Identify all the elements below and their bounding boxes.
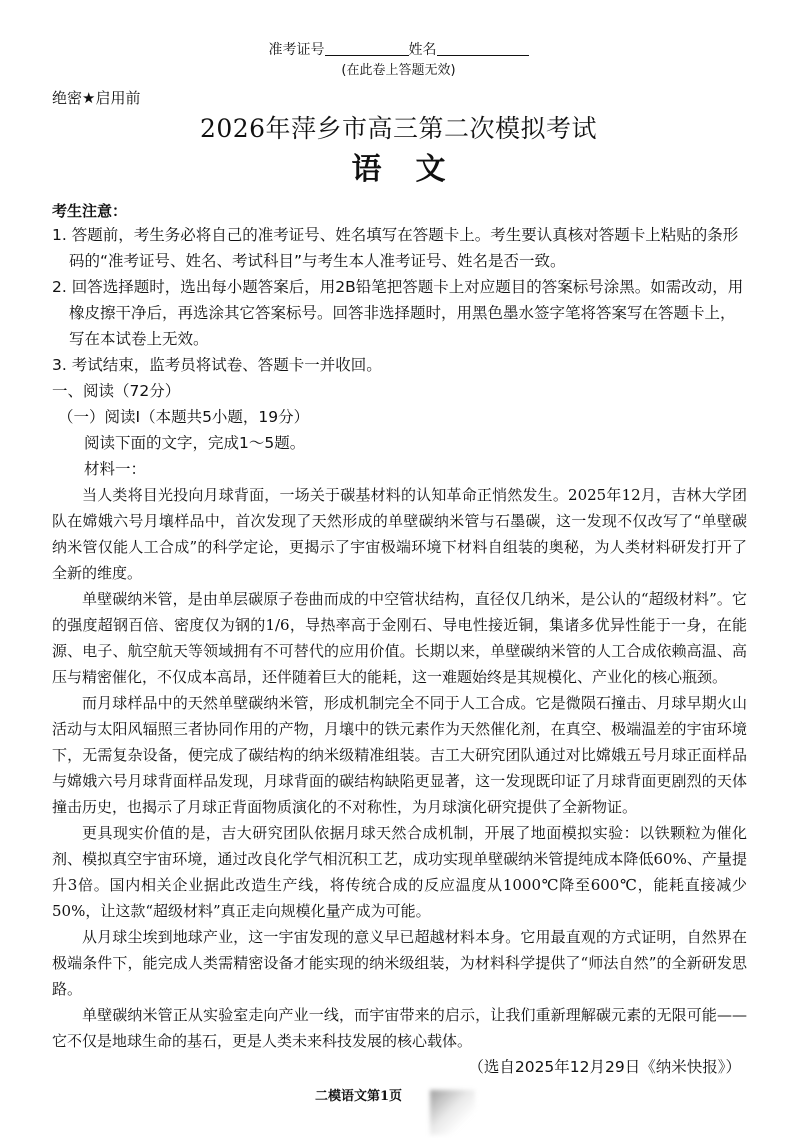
passage-paragraph: 从月球尘埃到地球产业，这一宇宙发现的意义早已超越材料本身。它用最直观的方式证明，自然界在极端条件下，能完成人类需精密设备才能实现的纳米级组装，为材料科学提供了“师法自然”的全新研发思路。	[52, 928, 747, 998]
invalid-note: (在此卷上答题无效)	[341, 63, 456, 78]
exam-id-blank[interactable]	[325, 41, 409, 56]
subject-title: 语文	[351, 152, 480, 187]
passage-paragraph: 单壁碳纳米管，是由单层碳原子卷曲而成的中空管状结构，直径仅几纳米，是公认的“超级材料”。它的强度超钢百倍、密度仅为钢的1/6，导热率高于金刚石、导电性接近铜，集诸多优异性能于一身，在能源、电子、航空航天等领域拥有不可替代的应用价值。长期以来，单壁碳纳米管的人工合成依赖高温、高压与精密催化，不仅成本高昂，还伴随着巨大的能耗，这一难题始终是其规模化、产业化的核心瓶颈。	[52, 590, 747, 686]
section-heading: 一、阅读（72分）	[52, 382, 181, 400]
note-item: 3. 考试结束，监考员将试卷、答题卡一并收回。	[52, 356, 382, 374]
secret-label: 绝密★启用前	[52, 89, 141, 107]
section-instruction: 阅读下面的文字，完成1～5题。	[84, 434, 306, 452]
candidate-info-line	[0, 40, 797, 60]
exam-title: 2026年萍乡市高三第二次模拟考试	[199, 114, 598, 143]
section-subheading: （一）阅读Ⅰ（本题共5小题，19分）	[58, 408, 310, 426]
page-footer: 二模语文第1页	[315, 1089, 403, 1104]
exam-id-label: 准考证号	[268, 42, 325, 58]
passage-paragraph: 更具现实价值的是，吉大研究团队依据月球天然合成机制，开展了地面模拟实验：以铁颗粒为催化剂、模拟真空宇宙环境，通过改良化学气相沉积工艺，成功实现单壁碳纳米管提纯成本降低60%、产量提升3倍。国内相关企业据此改造生产线，将传统合成的反应温度从1000℃降至600℃，能耗直接减少50%，让这款“超级材料”真正走向规模化量产成为可能。	[52, 824, 747, 920]
note-item: 2. 回答选择题时，选出每小题答案后，用2B铅笔把答题卡上对应题目的答案标号涂黑。如需改动，用橡皮擦干净后，再选涂其它答案标号。回答非选择题时，用黑色墨水签字笔将答案写在答题卡上，写在本试卷上无效。	[52, 278, 744, 348]
passage-paragraph: 而月球样品中的天然单壁碳纳米管，形成机制完全不同于人工合成。它是微陨石撞击、月球早期火山活动与太阳风辐照三者协同作用的产物，月壤中的铁元素作为天然催化剂，在真空、极端温差的宇宙环境下，无需复杂设备，便完成了碳结构的纳米级精准组装。吉工大研究团队通过对比嫦娥五号月球正面样品与嫦娥六号月球背面样品发现，月球背面的碳结构缺陷更显著，这一发现既印证了月球背面更剧烈的天体撞击历史，也揭示了月球正背面物质演化的不对称性，为月球演化研究提供了全新物证。	[52, 694, 747, 816]
name-blank[interactable]	[437, 41, 529, 56]
passage-paragraph: 当人类将目光投向月球背面，一场关于碳基材料的认知革命正悄然发生。2025年12月，吉林大学团队在嫦娥六号月壤样品中，首次发现了天然形成的单壁碳纳米管与石墨碳，这一发现不仅改写了“单壁碳纳米管仅能人工合成”的科学定论，更揭示了宇宙极端环境下材料自组装的奥秘，为人类材料研发打开了全新的维度。	[52, 486, 747, 582]
passage-paragraph: 单壁碳纳米管正从实验室走向产业一线，而宇宙带来的启示，让我们重新理解碳元素的无限可能——它不仅是地球生命的基石，更是人类未来科技发展的核心载体。	[52, 1006, 747, 1050]
material-label: 材料一：	[84, 460, 147, 478]
footer-row	[0, 1088, 797, 1138]
name-label: 姓名	[408, 42, 437, 58]
passage-source: （选自2025年12月29日《纳米快报》）	[468, 1058, 741, 1076]
notes-list	[52, 222, 747, 378]
notes-heading: 考生注意：	[52, 202, 128, 220]
watermark-smudge	[430, 1090, 475, 1135]
reading-passage	[52, 482, 747, 1054]
note-item: 1. 答题前，考生务必将自己的准考证号、姓名填写在答题卡上。考生要认真核对答题卡上粘贴的条形码的“准考证号、姓名、考试科目”与考生本人准考证号、姓名是否一致。	[52, 226, 739, 270]
